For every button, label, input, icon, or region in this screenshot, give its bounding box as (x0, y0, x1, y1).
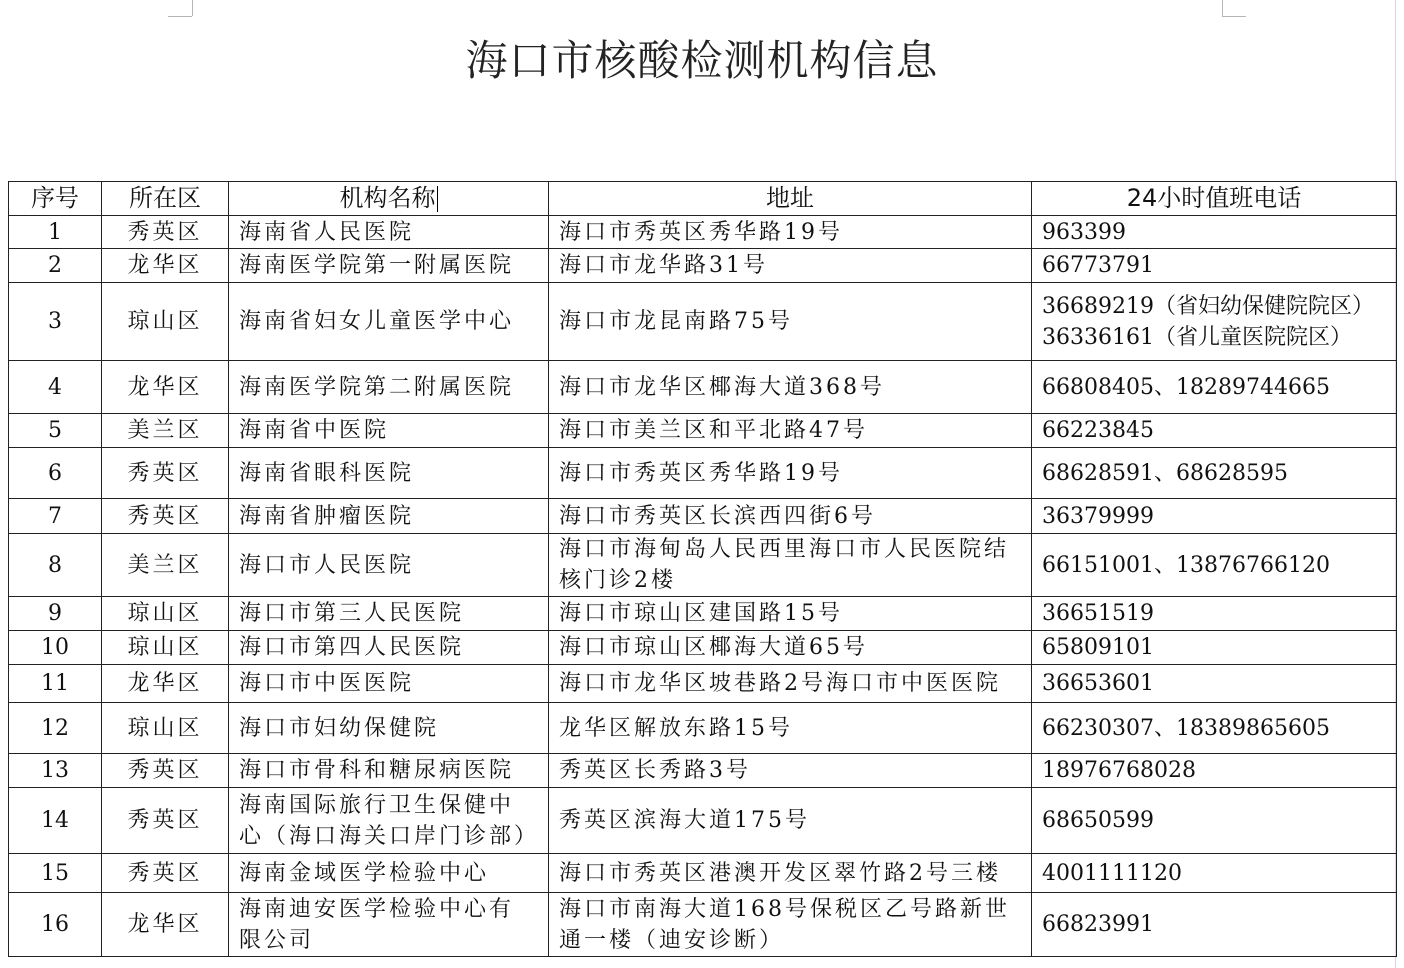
cell-address[interactable]: 秀英区长秀路3号 (549, 754, 1032, 788)
cell-name[interactable]: 海口市第三人民医院 (229, 597, 549, 631)
cell-district[interactable]: 美兰区 (102, 414, 229, 448)
cell-district[interactable]: 琼山区 (102, 597, 229, 631)
cell-phone[interactable] (1032, 534, 1397, 597)
table-row (9, 249, 1397, 283)
cell-district[interactable]: 龙华区 (102, 665, 229, 703)
phone-line: 18976768028 (1042, 758, 1196, 783)
cell-phone[interactable] (1032, 854, 1397, 893)
cell-address[interactable]: 海口市琼山区建国路15号 (549, 597, 1032, 631)
table-row (9, 283, 1397, 361)
phone-line: 66230307、18389865605 (1042, 715, 1330, 741)
cell-address[interactable]: 海口市秀英区秀华路19号 (549, 216, 1032, 249)
cell-address[interactable]: 海口市龙昆南路75号 (549, 283, 1032, 361)
table-row (9, 703, 1397, 754)
phone-line: 66823991 (1042, 912, 1154, 937)
cell-district[interactable]: 龙华区 (102, 893, 229, 957)
table-row (9, 754, 1397, 788)
table-row (9, 414, 1397, 448)
cell-phone[interactable] (1032, 631, 1397, 665)
cell-district[interactable]: 龙华区 (102, 249, 229, 283)
cell-name[interactable]: 海口市人民医院 (229, 534, 549, 597)
header-address[interactable]: 地址 (549, 182, 1032, 216)
cell-no[interactable]: 9 (9, 597, 102, 631)
cell-phone[interactable] (1032, 703, 1397, 754)
cell-no[interactable]: 16 (9, 893, 102, 957)
cell-address[interactable]: 秀英区滨海大道175号 (549, 788, 1032, 854)
cell-no[interactable]: 8 (9, 534, 102, 597)
cell-address[interactable]: 海口市海甸岛人民西里海口市人民医院结核门诊2楼 (549, 534, 1032, 597)
cell-name[interactable]: 海口市中医医院 (229, 665, 549, 703)
cell-no[interactable]: 14 (9, 788, 102, 854)
cell-district[interactable]: 琼山区 (102, 283, 229, 361)
phone-line: 66223845 (1042, 418, 1154, 443)
cell-name[interactable]: 海南医学院第一附属医院 (229, 249, 549, 283)
table-row (9, 597, 1397, 631)
table-row (9, 216, 1397, 249)
cell-phone[interactable] (1032, 448, 1397, 499)
cell-phone[interactable] (1032, 597, 1397, 631)
table-row (9, 499, 1397, 534)
table-row (9, 448, 1397, 499)
cell-no[interactable]: 4 (9, 361, 102, 414)
cell-district[interactable]: 美兰区 (102, 534, 229, 597)
cell-phone[interactable] (1032, 499, 1397, 534)
cell-phone[interactable] (1032, 216, 1397, 249)
margin-mark-top-left-h (168, 16, 192, 17)
margin-mark-top-right-h (1222, 16, 1246, 17)
cell-phone[interactable] (1032, 665, 1397, 703)
table-row (9, 665, 1397, 703)
header-name[interactable] (229, 182, 549, 216)
phone-line: 66151001、13876766120 (1042, 552, 1330, 578)
cell-no[interactable]: 15 (9, 854, 102, 893)
document-title[interactable]: 海口市核酸检测机构信息 (465, 36, 939, 85)
phone-line: 36336161（省儿童医院院区） (1042, 324, 1352, 350)
cell-phone[interactable] (1032, 788, 1397, 854)
cell-phone[interactable] (1032, 893, 1397, 957)
table-row (9, 893, 1397, 957)
cell-district[interactable]: 秀英区 (102, 854, 229, 893)
cell-no[interactable]: 1 (9, 216, 102, 249)
phone-line: 36653601 (1042, 671, 1154, 696)
cell-district[interactable]: 琼山区 (102, 631, 229, 665)
cell-name[interactable]: 海南省人民医院 (229, 216, 549, 249)
cell-no[interactable]: 5 (9, 414, 102, 448)
cell-address[interactable]: 海口市南海大道168号保税区乙号路新世通一楼（迪安诊断） (549, 893, 1032, 957)
cell-phone[interactable] (1032, 249, 1397, 283)
cell-no[interactable]: 3 (9, 283, 102, 361)
header-district[interactable]: 所在区 (102, 182, 229, 216)
cell-district[interactable]: 秀英区 (102, 788, 229, 854)
cell-name[interactable]: 海南省眼科医院 (229, 448, 549, 499)
phone-line: 66808405、18289744665 (1042, 374, 1330, 400)
phone-line: 36379999 (1042, 503, 1154, 529)
text-cursor (437, 186, 438, 212)
header-no[interactable]: 序号 (9, 182, 102, 216)
cell-address[interactable]: 龙华区解放东路15号 (549, 703, 1032, 754)
phone-line: 4001111120 (1042, 860, 1182, 886)
cell-name[interactable]: 海南迪安医学检验中心有限公司 (229, 893, 549, 957)
cell-address[interactable]: 海口市美兰区和平北路47号 (549, 414, 1032, 448)
phone-line: 68650599 (1042, 808, 1154, 833)
cell-district[interactable]: 秀英区 (102, 754, 229, 788)
cell-no[interactable]: 13 (9, 754, 102, 788)
margin-mark-top-right (1222, 0, 1223, 16)
cell-no[interactable]: 11 (9, 665, 102, 703)
phone-line: 66773791 (1042, 253, 1154, 278)
phone-line: 963399 (1042, 219, 1126, 245)
cell-address[interactable]: 海口市秀英区长滨西四街6号 (549, 499, 1032, 534)
table-header-row (9, 182, 1397, 216)
cell-name[interactable]: 海南省妇女儿童医学中心 (229, 283, 549, 361)
table-row (9, 361, 1397, 414)
cell-no[interactable]: 10 (9, 631, 102, 665)
cell-name[interactable]: 海南金域医学检验中心 (229, 854, 549, 893)
cell-name[interactable]: 海口市第四人民医院 (229, 631, 549, 665)
cell-address[interactable]: 海口市龙华区坡巷路2号海口市中医医院 (549, 665, 1032, 703)
table-row (9, 631, 1397, 665)
cell-no[interactable]: 2 (9, 249, 102, 283)
cell-district[interactable]: 秀英区 (102, 499, 229, 534)
phone-line: 36689219（省妇幼保健院院区） (1042, 293, 1374, 319)
cell-address[interactable]: 海口市秀英区秀华路19号 (549, 448, 1032, 499)
header-name-label: 机构名称 (339, 184, 436, 212)
phone-line: 68628591、68628595 (1042, 460, 1288, 486)
phone-line: 36651519 (1042, 601, 1154, 626)
cell-phone[interactable] (1032, 283, 1397, 361)
cell-no[interactable]: 12 (9, 703, 102, 754)
cell-name[interactable]: 海口市妇幼保健院 (229, 703, 549, 754)
cell-name[interactable]: 海南医学院第二附属医院 (229, 361, 549, 414)
cell-phone[interactable] (1032, 754, 1397, 788)
table-row (9, 788, 1397, 854)
cell-phone[interactable] (1032, 361, 1397, 414)
cell-name[interactable]: 海南省肿瘤医院 (229, 499, 549, 534)
institution-table[interactable] (8, 181, 1397, 957)
cell-address[interactable]: 海口市秀英区港澳开发区翠竹路2号三楼 (549, 854, 1032, 893)
cell-name[interactable]: 海南国际旅行卫生保健中心（海口海关口岸门诊部） (229, 788, 549, 854)
margin-mark-top-left (192, 0, 193, 16)
cell-no[interactable]: 7 (9, 499, 102, 534)
header-phone[interactable]: 24小时值班电话 (1032, 182, 1397, 216)
cell-district[interactable]: 龙华区 (102, 361, 229, 414)
cell-address[interactable]: 海口市龙华区椰海大道368号 (549, 361, 1032, 414)
cell-address[interactable]: 海口市琼山区椰海大道65号 (549, 631, 1032, 665)
table-row (9, 534, 1397, 597)
cell-district[interactable]: 秀英区 (102, 448, 229, 499)
phone-line: 65809101 (1042, 635, 1154, 660)
cell-district[interactable]: 秀英区 (102, 216, 229, 249)
cell-name[interactable]: 海口市骨科和糖尿病医院 (229, 754, 549, 788)
table-row (9, 854, 1397, 893)
cell-district[interactable]: 琼山区 (102, 703, 229, 754)
cell-phone[interactable] (1032, 414, 1397, 448)
cell-address[interactable]: 海口市龙华路31号 (549, 249, 1032, 283)
cell-no[interactable]: 6 (9, 448, 102, 499)
cell-name[interactable]: 海南省中医院 (229, 414, 549, 448)
